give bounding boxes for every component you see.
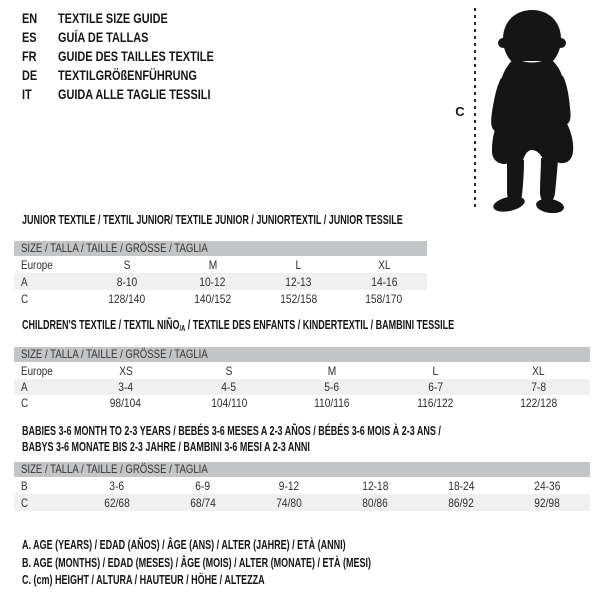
height-label-c: C [455, 104, 465, 119]
table-cell: 158/170 [365, 291, 403, 306]
table-cell: 128/140 [108, 291, 146, 306]
table-row [14, 290, 427, 307]
table-cell: 3-4 [118, 380, 133, 394]
table-cell: 12-18 [361, 478, 389, 493]
table-cell: 10-12 [199, 274, 226, 289]
table-cell: XL [532, 364, 545, 378]
table-cell: L [295, 257, 302, 272]
row-label: Europe [21, 257, 53, 272]
table-cell: 4-5 [221, 380, 237, 394]
table-cell: 12-13 [285, 274, 312, 289]
language-code: DE [22, 67, 38, 83]
table-cell: 152/158 [279, 291, 317, 306]
table-cell: 18-24 [447, 478, 475, 493]
table-cell: 6-7 [427, 380, 443, 394]
table-cell: 6-9 [195, 478, 211, 493]
language-code: FR [22, 48, 37, 64]
table-cell: 7-8 [531, 380, 546, 394]
size-header-bar: SIZE / TALLA / TAILLE / GRÖSSE / TAGLIA [14, 347, 590, 362]
height-dashed-line [474, 8, 476, 210]
title-subscript: /A [179, 324, 186, 333]
baby-foot-right [535, 197, 565, 213]
section-childrens-textile [14, 318, 590, 412]
table-cell: 116/122 [417, 396, 454, 410]
language-code: EN [22, 10, 38, 26]
table-row [14, 494, 590, 511]
table-cell: S [123, 257, 131, 272]
table-cell: L [432, 364, 439, 378]
table-cell: 98/104 [110, 396, 142, 410]
table-cell: 68/74 [190, 495, 216, 510]
table-cell: 24-36 [533, 478, 561, 493]
table-cell: 5-6 [324, 380, 340, 394]
table-cell: M [327, 364, 337, 378]
baby-shorts [492, 120, 573, 164]
legend-height-cm: C. (cm) HEIGHT / ALTURA / HAUTEUR / HÖHE / ALTEZZA [22, 573, 265, 587]
language-title: GUIDA ALLE TAGLIE TESSILI [58, 86, 211, 102]
language-row-de [22, 66, 258, 85]
legend-age-months: B. AGE (MONTHS) / EDAD (MESES) / ÂGE (MOIS) / ALTER (MONATE) / ETÀ (MESI) [22, 555, 371, 570]
table-row [14, 363, 590, 379]
baby-ear-right [556, 38, 566, 48]
section-babies-textile [14, 424, 590, 512]
language-row-it [22, 85, 258, 104]
section-title: CHILDREN'S TEXTILE / TEXTIL $NIÑO_{/A}$ / TEXTILE DES ENFANTS / KINDERTEXTIL / BAMBINI TESSILE [22, 318, 455, 333]
table-cell: 110/116 [314, 396, 350, 410]
language-title: GUÍA DE TALLAS [58, 29, 149, 45]
table-row [14, 379, 590, 395]
table-row [14, 395, 590, 411]
language-title: GUIDE DES TAILLES TEXTILE [58, 48, 214, 64]
table-row [14, 256, 427, 273]
table-row [14, 477, 590, 494]
row-label: C [21, 495, 29, 510]
language-code: IT [22, 86, 32, 102]
table-cell: 140/152 [194, 291, 232, 306]
baby-silhouette [482, 8, 582, 213]
table-cell: 104/110 [210, 396, 247, 410]
row-label: B [21, 478, 28, 493]
baby-torso [498, 58, 567, 126]
size-header-bar: SIZE / TALLA / TAILLE / GRÖSSE / TAGLIA [14, 462, 590, 477]
table-cell: 80/86 [362, 495, 388, 510]
language-row-en [22, 9, 258, 28]
table-cell: 92/98 [534, 495, 560, 510]
table-row [14, 273, 427, 290]
legend [22, 537, 507, 590]
table-cell: 14-16 [371, 274, 398, 289]
row-label: C [21, 396, 29, 410]
table-cell: 74/80 [276, 495, 302, 510]
table-cell: 86/92 [448, 495, 474, 510]
table-cell: 9-12 [278, 478, 300, 493]
language-row-es [22, 28, 258, 47]
row-label: Europe [21, 364, 53, 378]
table-cell: S [225, 364, 233, 378]
language-code: ES [22, 29, 37, 45]
language-row-fr [22, 47, 258, 66]
section-junior-textile [14, 213, 427, 309]
baby-ear-left [498, 38, 508, 48]
size-header-bar: SIZE / TALLA / TAILLE / GRÖSSE / TAGLIA [14, 241, 427, 256]
row-label: A [21, 380, 28, 394]
table-cell: 8-10 [116, 274, 138, 289]
table-cell: 3-6 [109, 478, 125, 493]
row-label: A [21, 274, 28, 289]
table-cell: 62/68 [104, 495, 130, 510]
table-cell: 122/128 [519, 396, 557, 410]
row-label: C [21, 291, 29, 306]
table-cell: XL [377, 257, 391, 272]
table-cell: XS [118, 364, 133, 378]
language-list [22, 9, 258, 104]
legend-age-years: A. AGE (YEARS) / EDAD (AÑOS) / ÂGE (ANS) / ALTER (JAHRE) / ETÀ (ANNI) [22, 538, 346, 552]
section-title: JUNIOR TEXTILE / TEXTIL JUNIOR/ TEXTILE JUNIOR / JUNIORTEXTIL / JUNIOR TESSILE [22, 213, 403, 227]
language-title: TEXTILE SIZE GUIDE [58, 10, 168, 26]
language-title: TEXTILGRÖßENFÜHRUNG [58, 67, 197, 83]
section-title-line1: BABIES 3-6 MONTH TO 2-3 YEARS / BEBÉS 3-6 MESES A 2-3 AÑOS / BÉBÉS 3-6 MOIS À 2-3 ANS / [22, 424, 441, 438]
baby-head [503, 10, 561, 61]
table-cell: M [208, 257, 217, 272]
section-title-line2: BABYS 3-6 MONATE BIS 2-3 JAHRE / BAMBINI 3-6 MESI A 2-3 ANNI [22, 440, 310, 454]
baby-leg-right [540, 158, 558, 203]
